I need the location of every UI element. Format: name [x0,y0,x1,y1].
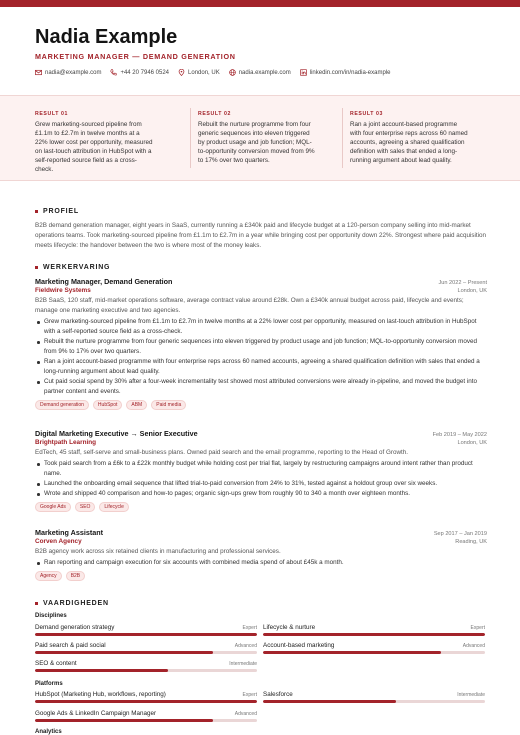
job-description: B2B agency work across six retained clients in manufacturing and professional services. [35,548,281,555]
skill-name: Salesforce [263,691,293,698]
skill-item [35,624,257,636]
result-label: RESULT 01 [35,111,68,117]
job-bullet: Grew marketing-sourced pipeline from £1.1m to £2.7m in twelve months at a 22% lower cost per opportunity, measured on last-touch attribution in HubSpot with a self-reported source field as a cross-check. [35,317,487,337]
job-dates: Jun 2022 – Present [438,280,487,286]
skill-name: Demand generation strategy [35,624,115,631]
skill-bar [35,719,257,722]
skill-bar [263,700,485,703]
contact-location [178,69,220,76]
skill-bar-fill [263,700,396,703]
result-card-1 [35,111,153,174]
job-company: Fieldwire Systems [35,287,91,294]
result-card-2 [198,111,316,165]
skill-level: Expert [242,625,257,631]
resume-header [35,26,490,76]
tag: Agency [35,571,62,581]
tag: SEO [75,502,96,512]
skill-group-analytics: Analytics [35,729,62,735]
candidate-name: Nadia Example [35,26,178,48]
contact-email-text: nadia@example.com [45,69,102,76]
section-title-text: PROFIEL [43,208,79,215]
job-company: Corven Agency [35,538,82,545]
skill-name: Paid search & paid social [35,642,106,649]
job-dates: Sep 2017 – Jan 2019 [433,531,487,537]
tag: HubSpot [93,400,122,410]
phone-icon [110,69,117,76]
section-marker [35,266,38,269]
job-description: B2B SaaS, 120 staff, mid-market operations software, average contract value around £28k. Own a £340k annual budget across paid, lifecycle and events; manage one marketing executive and two agencies. [35,297,464,314]
contact-row [35,69,490,76]
skill-bar-fill [35,719,213,722]
skill-level: Intermediate [457,692,485,698]
result-divider [190,108,191,168]
contact-linkedin-text: linkedin.com/in/nadia-example [309,69,391,76]
skill-item [35,710,257,722]
contact-website[interactable] [229,69,291,76]
skill-bar-fill [35,651,213,654]
tag: ABM [126,400,147,410]
skill-item [263,624,485,636]
skill-bar [35,633,257,636]
job-bullet: Cut paid social spend by 30% after a four-week incrementality test showed most attributed conversions were already in-pipeline, and moved the budget into partner content and events. [35,377,487,397]
skill-name: Account-based marketing [263,642,335,649]
skill-item [35,642,257,654]
skill-group-platforms: Platforms [35,681,63,687]
job-location: Reading, UK [455,539,487,545]
profile-text: B2B demand generation manager, eight years in SaaS, currently running a £340k paid and lifecycle budget at a 120-person company selling into mid-market operations teams. Took marketing-sourced pipeline from £1.1m to £2.7m in a year while bringing cost per opportunity down 22%. Strongest where paid acquisition meets lifecycle: the handover between the two is where most of the money leaks. [35,222,487,249]
job-bullet: Launched the onboarding email sequence that lifted trial-to-paid conversion from 24% to 31%, tested against a holdout group over six weeks. [35,479,487,489]
job-title: Marketing Manager, Demand Generation [35,277,173,286]
skill-bar [35,700,257,703]
job-location: London, UK [457,288,487,294]
skill-name: Google Ads & LinkedIn Campaign Manager [35,710,157,717]
skill-bar-fill [263,633,485,636]
tag: Paid media [151,400,186,410]
job-tags [35,502,487,512]
job-bullets [35,558,487,568]
section-title-text: WERKERVARING [43,264,111,271]
skill-item [263,642,485,654]
candidate-role: MARKETING MANAGER — DEMAND GENERATION [35,52,236,61]
skill-bar-fill [35,633,257,636]
skill-level: Expert [470,625,485,631]
job-entry-1 [35,277,487,410]
top-accent-bar [0,0,520,7]
globe-icon [229,69,236,76]
job-entry-3 [35,528,487,581]
section-title-text: VAARDIGHEDEN [43,600,109,607]
job-bullet: Took paid search from a £6k to a £22k monthly budget while holding cost per trial flat, largely by restructuring campaigns around intent rather than product name. [35,459,487,479]
tag: Demand generation [35,400,89,410]
contact-linkedin[interactable] [300,69,391,76]
job-tags [35,400,487,410]
job-bullets [35,317,487,397]
skill-bar-fill [35,669,168,672]
job-tags [35,571,487,581]
result-text: Rebuilt the nurture programme from four generic sequences into eleven triggered by product usage and job function; MQL-to-opportunity conversion moved from 9% to 17% over two quarters. [198,121,315,164]
skill-bar [263,633,485,636]
tag: B2B [66,571,85,581]
skill-bar-fill [263,651,441,654]
result-label: RESULT 03 [350,111,383,117]
section-marker [35,602,38,605]
skill-level: Advanced [234,711,257,717]
section-marker [35,210,38,213]
job-company: Brightpath Learning [35,439,97,446]
section-title-experience [35,264,110,271]
result-text: Ran a joint account-based programme with four enterprise reps across 60 named accounts, agreeing a shared qualification definition with sales that ended a long-running argument about lead quality. [350,121,468,164]
skill-bar [263,651,485,654]
contact-email[interactable] [35,69,101,76]
skill-level: Advanced [234,643,257,649]
contact-location-text: London, UK [188,69,220,76]
job-location: London, UK [457,440,487,446]
job-bullet: Ran a joint account-based programme with four enterprise reps across 60 named accounts, agreeing a shared qualification definition with sales that ended a long-running argument about lead quality. [35,357,487,377]
job-entry-2 [35,429,487,512]
job-dates: Feb 2019 – May 2022 [432,432,487,438]
location-pin-icon [178,69,185,76]
job-bullet: Wrote and shipped 40 comparison and how-to pages; organic sign-ups grew from roughly 90 to 340 a month over eighteen months. [35,489,487,499]
skill-item [263,691,485,703]
result-text: Grew marketing-sourced pipeline from £1.1m to £2.7m in twelve months at a 22% lower cost per opportunity, measured on last-touch attribution in HubSpot with a self-reported source field as a cross-check. [35,121,153,173]
skill-name: Lifecycle & nurture [263,624,316,631]
skill-bar [35,669,257,672]
skill-level: Expert [242,692,257,698]
skill-bar [35,651,257,654]
contact-phone-text: +44 20 7946 0524 [120,69,170,76]
mail-icon [35,69,42,76]
section-title-profile [35,208,79,215]
skill-level: Advanced [462,643,485,649]
job-description: EdTech, 45 staff, self-serve and small-business plans. Owned paid search and the email programme, reporting to the Head of Growth. [35,449,408,456]
job-bullet: Rebuilt the nurture programme from four generic sequences into eleven triggered by product usage and job function; MQL-to-opportunity conversion moved from 9% to 17% over two quarters. [35,337,487,357]
job-title: Marketing Assistant [35,528,104,537]
skill-level: Intermediate [229,661,257,667]
skill-group-disciplines: Disciplines [35,613,67,619]
section-title-skills [35,600,109,607]
job-bullets [35,459,487,499]
tag: Google Ads [35,502,71,512]
result-label: RESULT 02 [198,111,231,117]
contact-phone[interactable] [110,69,169,76]
tag: Lifecycle [99,502,128,512]
skill-name: HubSpot (Marketing Hub, workflows, reporting) [35,691,166,698]
skill-item [35,660,257,672]
skill-name: SEO & content [35,660,77,667]
skill-item [35,691,257,703]
job-title: Digital Marketing Executive → Senior Executive [35,429,198,438]
result-divider [342,108,343,168]
linkedin-icon [300,69,307,76]
result-card-3 [350,111,468,165]
contact-website-text: nadia.example.com [238,69,291,76]
job-bullet: Ran reporting and campaign execution for six accounts with combined media spend of about £45k a month. [35,558,487,568]
key-results-band [0,95,520,181]
skill-bar-fill [35,700,257,703]
